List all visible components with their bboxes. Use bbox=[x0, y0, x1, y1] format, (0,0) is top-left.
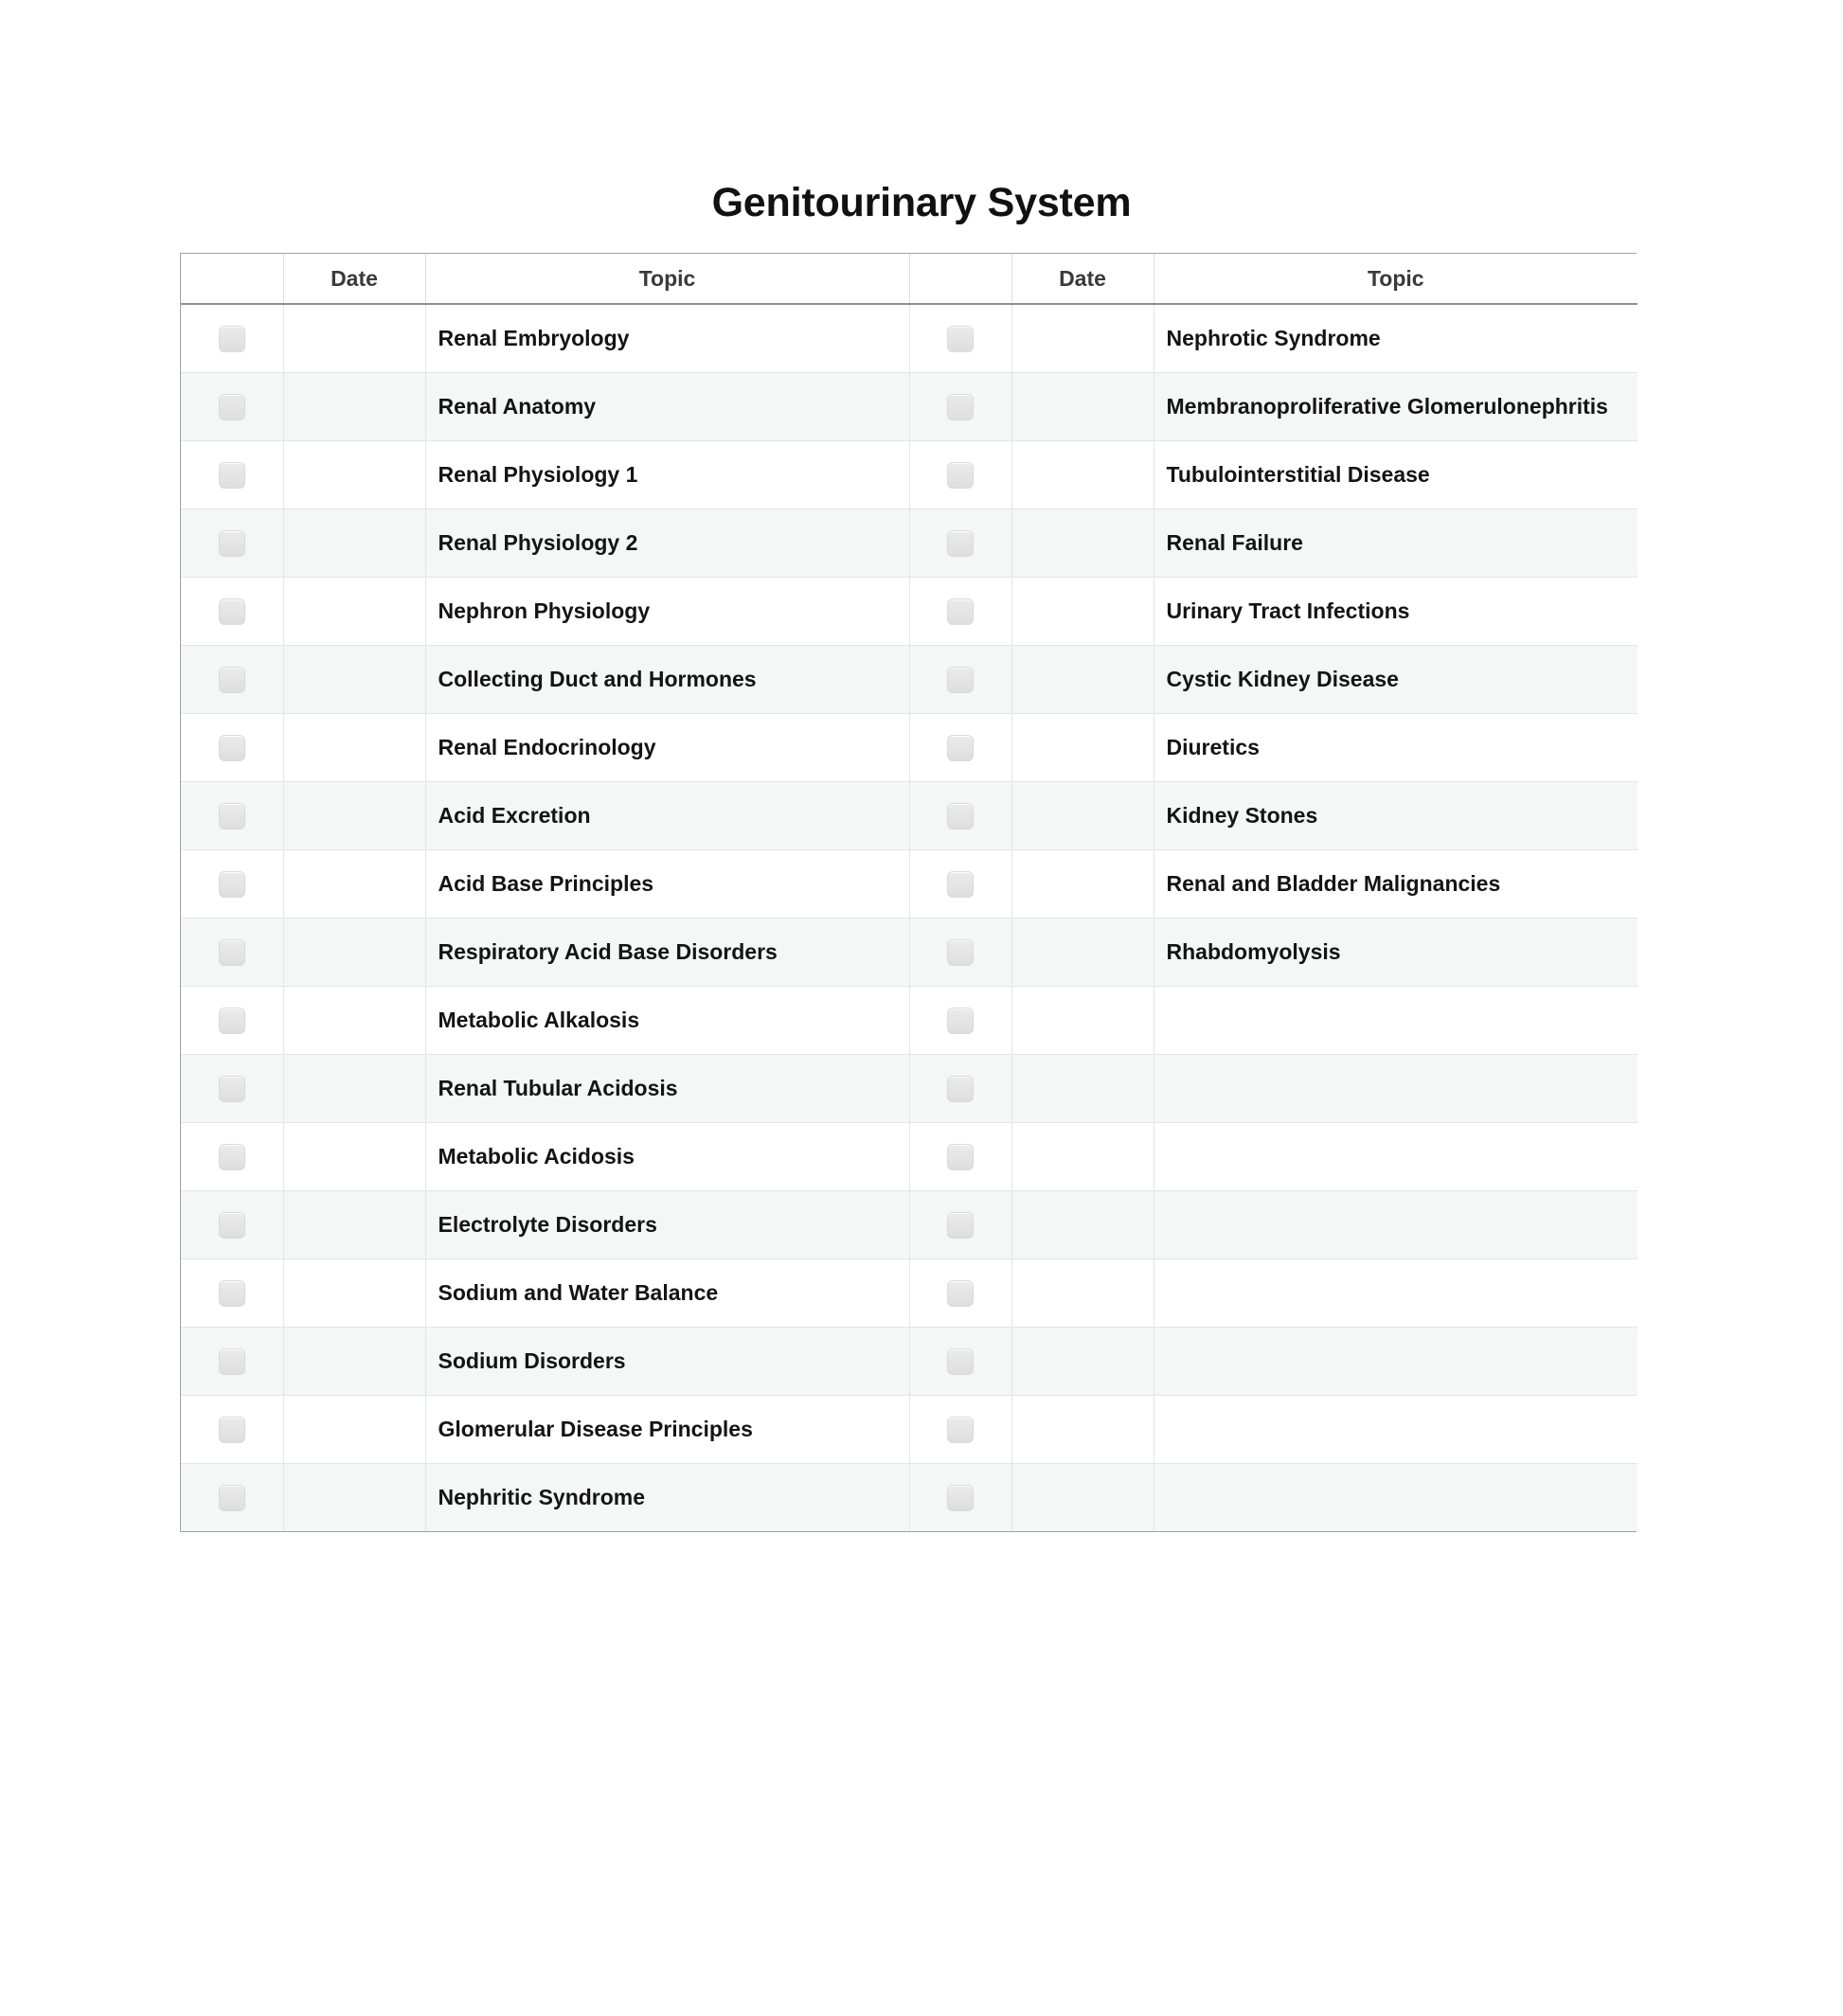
date-cell-left[interactable] bbox=[283, 850, 425, 919]
checkbox-unchecked-icon[interactable] bbox=[947, 1280, 974, 1307]
checkbox-unchecked-icon[interactable] bbox=[219, 667, 245, 693]
topic-cell-left: Nephron Physiology bbox=[425, 578, 909, 646]
table-row bbox=[181, 714, 1637, 782]
table-row bbox=[181, 1259, 1637, 1328]
topic-cell-right bbox=[1154, 1328, 1637, 1396]
checkbox-cell-left[interactable] bbox=[181, 714, 283, 782]
checkbox-unchecked-icon[interactable] bbox=[219, 1144, 245, 1170]
checkbox-cell-left[interactable] bbox=[181, 987, 283, 1055]
topic-cell-left: Nephritic Syndrome bbox=[425, 1464, 909, 1532]
table-row bbox=[181, 441, 1637, 509]
checkbox-cell-right[interactable] bbox=[909, 714, 1011, 782]
date-cell-left[interactable] bbox=[283, 987, 425, 1055]
checkbox-unchecked-icon[interactable] bbox=[219, 871, 245, 898]
checkbox-unchecked-icon[interactable] bbox=[219, 326, 245, 352]
topic-cell-left: Metabolic Alkalosis bbox=[425, 987, 909, 1055]
checkbox-cell-left[interactable] bbox=[181, 919, 283, 987]
checkbox-cell-right[interactable] bbox=[909, 919, 1011, 987]
checklist-table bbox=[181, 254, 1637, 1531]
checkbox-cell-right[interactable] bbox=[909, 1055, 1011, 1123]
checkbox-unchecked-icon[interactable] bbox=[219, 1485, 245, 1511]
topic-cell-left: Renal Embryology bbox=[425, 304, 909, 373]
table-row bbox=[181, 509, 1637, 578]
topic-cell-right bbox=[1154, 1191, 1637, 1259]
checkbox-cell-left[interactable] bbox=[181, 1191, 283, 1259]
checklist-table-container bbox=[180, 253, 1637, 1532]
checkbox-unchecked-icon[interactable] bbox=[947, 1144, 974, 1170]
date-cell-right[interactable] bbox=[1011, 919, 1154, 987]
table-row bbox=[181, 1396, 1637, 1464]
topic-cell-left: Sodium Disorders bbox=[425, 1328, 909, 1396]
topic-cell-left: Acid Excretion bbox=[425, 782, 909, 850]
date-cell-left[interactable] bbox=[283, 1328, 425, 1396]
topic-cell-left: Renal Tubular Acidosis bbox=[425, 1055, 909, 1123]
checkbox-unchecked-icon[interactable] bbox=[219, 1417, 245, 1443]
checkbox-cell-right[interactable] bbox=[909, 1396, 1011, 1464]
checkbox-cell-right[interactable] bbox=[909, 578, 1011, 646]
checkbox-cell-right[interactable] bbox=[909, 850, 1011, 919]
column-header-date-right: Date bbox=[1011, 254, 1154, 304]
topic-cell-right: Nephrotic Syndrome bbox=[1154, 304, 1637, 373]
topic-cell-right: Renal and Bladder Malignancies bbox=[1154, 850, 1637, 919]
date-cell-right[interactable] bbox=[1011, 304, 1154, 373]
checkbox-cell-left[interactable] bbox=[181, 304, 283, 373]
table-row bbox=[181, 919, 1637, 987]
date-cell-right[interactable] bbox=[1011, 646, 1154, 714]
date-cell-right[interactable] bbox=[1011, 441, 1154, 509]
checkbox-cell-right[interactable] bbox=[909, 1464, 1011, 1532]
checkbox-unchecked-icon[interactable] bbox=[947, 667, 974, 693]
date-cell-right[interactable] bbox=[1011, 850, 1154, 919]
topic-cell-left: Renal Physiology 1 bbox=[425, 441, 909, 509]
checkbox-unchecked-icon[interactable] bbox=[947, 394, 974, 420]
date-cell-right[interactable] bbox=[1011, 1259, 1154, 1328]
date-cell-right[interactable] bbox=[1011, 1191, 1154, 1259]
page-title: Genitourinary System bbox=[711, 180, 1132, 225]
topic-cell-left: Metabolic Acidosis bbox=[425, 1123, 909, 1191]
topic-cell-left: Sodium and Water Balance bbox=[425, 1259, 909, 1328]
topic-cell-right: Urinary Tract Infections bbox=[1154, 578, 1637, 646]
date-cell-left[interactable] bbox=[283, 646, 425, 714]
checkbox-unchecked-icon[interactable] bbox=[219, 394, 245, 420]
checkbox-cell-left[interactable] bbox=[181, 373, 283, 441]
topic-cell-left: Glomerular Disease Principles bbox=[425, 1396, 909, 1464]
table-row bbox=[181, 373, 1637, 441]
checkbox-cell-left[interactable] bbox=[181, 441, 283, 509]
table-row bbox=[181, 1191, 1637, 1259]
date-cell-right[interactable] bbox=[1011, 373, 1154, 441]
table-body bbox=[181, 304, 1637, 1531]
date-cell-left[interactable] bbox=[283, 919, 425, 987]
checkbox-unchecked-icon[interactable] bbox=[219, 462, 245, 489]
topic-cell-right: Cystic Kidney Disease bbox=[1154, 646, 1637, 714]
checkbox-unchecked-icon[interactable] bbox=[219, 530, 245, 557]
checkbox-unchecked-icon[interactable] bbox=[947, 530, 974, 557]
table-row bbox=[181, 1464, 1637, 1532]
checkbox-unchecked-icon[interactable] bbox=[947, 1348, 974, 1375]
column-header-check-right bbox=[909, 254, 1011, 304]
checkbox-unchecked-icon[interactable] bbox=[947, 735, 974, 761]
checkbox-unchecked-icon[interactable] bbox=[219, 1280, 245, 1307]
checkbox-cell-left[interactable] bbox=[181, 782, 283, 850]
checkbox-unchecked-icon[interactable] bbox=[219, 939, 245, 966]
column-header-topic-right: Topic bbox=[1154, 254, 1637, 304]
topic-cell-left: Respiratory Acid Base Disorders bbox=[425, 919, 909, 987]
date-cell-right[interactable] bbox=[1011, 1464, 1154, 1532]
date-cell-right[interactable] bbox=[1011, 1328, 1154, 1396]
topic-cell-right bbox=[1154, 987, 1637, 1055]
table-row bbox=[181, 578, 1637, 646]
checkbox-cell-right[interactable] bbox=[909, 441, 1011, 509]
checkbox-unchecked-icon[interactable] bbox=[219, 1008, 245, 1034]
checkbox-cell-right[interactable] bbox=[909, 782, 1011, 850]
table-row bbox=[181, 1055, 1637, 1123]
column-header-topic-left: Topic bbox=[425, 254, 909, 304]
checkbox-cell-left[interactable] bbox=[181, 1464, 283, 1532]
checkbox-unchecked-icon[interactable] bbox=[947, 1076, 974, 1102]
date-cell-left[interactable] bbox=[283, 1464, 425, 1532]
topic-cell-right: Rhabdomyolysis bbox=[1154, 919, 1637, 987]
checkbox-cell-left[interactable] bbox=[181, 1328, 283, 1396]
checkbox-cell-left[interactable] bbox=[181, 1055, 283, 1123]
date-cell-right[interactable] bbox=[1011, 1396, 1154, 1464]
checkbox-cell-right[interactable] bbox=[909, 1123, 1011, 1191]
topic-cell-right bbox=[1154, 1055, 1637, 1123]
table-row bbox=[181, 304, 1637, 373]
table-row bbox=[181, 1328, 1637, 1396]
date-cell-left[interactable] bbox=[283, 1191, 425, 1259]
topic-cell-left: Renal Anatomy bbox=[425, 373, 909, 441]
checkbox-cell-right[interactable] bbox=[909, 1328, 1011, 1396]
date-cell-right[interactable] bbox=[1011, 1123, 1154, 1191]
topic-cell-right: Diuretics bbox=[1154, 714, 1637, 782]
date-cell-right[interactable] bbox=[1011, 782, 1154, 850]
date-cell-right[interactable] bbox=[1011, 987, 1154, 1055]
date-cell-right[interactable] bbox=[1011, 1055, 1154, 1123]
column-header-date-left: Date bbox=[283, 254, 425, 304]
checkbox-unchecked-icon[interactable] bbox=[219, 735, 245, 761]
checkbox-unchecked-icon[interactable] bbox=[947, 939, 974, 966]
date-cell-left[interactable] bbox=[283, 1055, 425, 1123]
checkbox-unchecked-icon[interactable] bbox=[947, 1485, 974, 1511]
checkbox-unchecked-icon[interactable] bbox=[219, 1348, 245, 1375]
date-cell-left[interactable] bbox=[283, 578, 425, 646]
topic-cell-right bbox=[1154, 1259, 1637, 1328]
checkbox-cell-right[interactable] bbox=[909, 987, 1011, 1055]
date-cell-right[interactable] bbox=[1011, 578, 1154, 646]
checkbox-unchecked-icon[interactable] bbox=[219, 803, 245, 830]
checkbox-unchecked-icon[interactable] bbox=[947, 1417, 974, 1443]
topic-cell-right: Kidney Stones bbox=[1154, 782, 1637, 850]
date-cell-left[interactable] bbox=[283, 441, 425, 509]
checkbox-cell-left[interactable] bbox=[181, 1259, 283, 1328]
checkbox-cell-right[interactable] bbox=[909, 1191, 1011, 1259]
date-cell-left[interactable] bbox=[283, 304, 425, 373]
checkbox-cell-left[interactable] bbox=[181, 1396, 283, 1464]
checkbox-cell-left[interactable] bbox=[181, 509, 283, 578]
checkbox-cell-right[interactable] bbox=[909, 646, 1011, 714]
table-header-row bbox=[181, 254, 1637, 304]
checkbox-cell-left[interactable] bbox=[181, 578, 283, 646]
topic-cell-right: Tubulointerstitial Disease bbox=[1154, 441, 1637, 509]
checkbox-unchecked-icon[interactable] bbox=[947, 1212, 974, 1239]
checkbox-cell-right[interactable] bbox=[909, 1259, 1011, 1328]
checkbox-unchecked-icon[interactable] bbox=[947, 1008, 974, 1034]
checkbox-unchecked-icon[interactable] bbox=[219, 1212, 245, 1239]
checkbox-cell-left[interactable] bbox=[181, 1123, 283, 1191]
table-row bbox=[181, 782, 1637, 850]
column-header-check-left bbox=[181, 254, 283, 304]
topic-cell-right: Membranoproliferative Glomerulonephritis bbox=[1154, 373, 1637, 441]
date-cell-left[interactable] bbox=[283, 1396, 425, 1464]
topic-cell-right: Renal Failure bbox=[1154, 509, 1637, 578]
table-row bbox=[181, 850, 1637, 919]
table-row bbox=[181, 646, 1637, 714]
topic-cell-right bbox=[1154, 1464, 1637, 1532]
table-row bbox=[181, 987, 1637, 1055]
date-cell-left[interactable] bbox=[283, 1123, 425, 1191]
date-cell-left[interactable] bbox=[283, 1259, 425, 1328]
topic-cell-right bbox=[1154, 1123, 1637, 1191]
date-cell-right[interactable] bbox=[1011, 509, 1154, 578]
checkbox-cell-right[interactable] bbox=[909, 509, 1011, 578]
date-cell-left[interactable] bbox=[283, 714, 425, 782]
checkbox-cell-right[interactable] bbox=[909, 304, 1011, 373]
checkbox-unchecked-icon[interactable] bbox=[947, 871, 974, 898]
checkbox-unchecked-icon[interactable] bbox=[947, 326, 974, 352]
date-cell-right[interactable] bbox=[1011, 714, 1154, 782]
table-header bbox=[181, 254, 1637, 304]
date-cell-left[interactable] bbox=[283, 509, 425, 578]
checkbox-unchecked-icon[interactable] bbox=[947, 803, 974, 830]
topic-cell-left: Collecting Duct and Hormones bbox=[425, 646, 909, 714]
table-row bbox=[181, 1123, 1637, 1191]
topic-cell-left: Acid Base Principles bbox=[425, 850, 909, 919]
checkbox-unchecked-icon[interactable] bbox=[219, 1076, 245, 1102]
checkbox-cell-left[interactable] bbox=[181, 646, 283, 714]
topic-cell-right bbox=[1154, 1396, 1637, 1464]
topic-cell-left: Renal Endocrinology bbox=[425, 714, 909, 782]
checkbox-unchecked-icon[interactable] bbox=[219, 598, 245, 625]
topic-cell-left: Electrolyte Disorders bbox=[425, 1191, 909, 1259]
checkbox-cell-right[interactable] bbox=[909, 373, 1011, 441]
checkbox-unchecked-icon[interactable] bbox=[947, 462, 974, 489]
date-cell-left[interactable] bbox=[283, 373, 425, 441]
checkbox-cell-left[interactable] bbox=[181, 850, 283, 919]
date-cell-left[interactable] bbox=[283, 782, 425, 850]
checkbox-unchecked-icon[interactable] bbox=[947, 598, 974, 625]
topic-cell-left: Renal Physiology 2 bbox=[425, 509, 909, 578]
